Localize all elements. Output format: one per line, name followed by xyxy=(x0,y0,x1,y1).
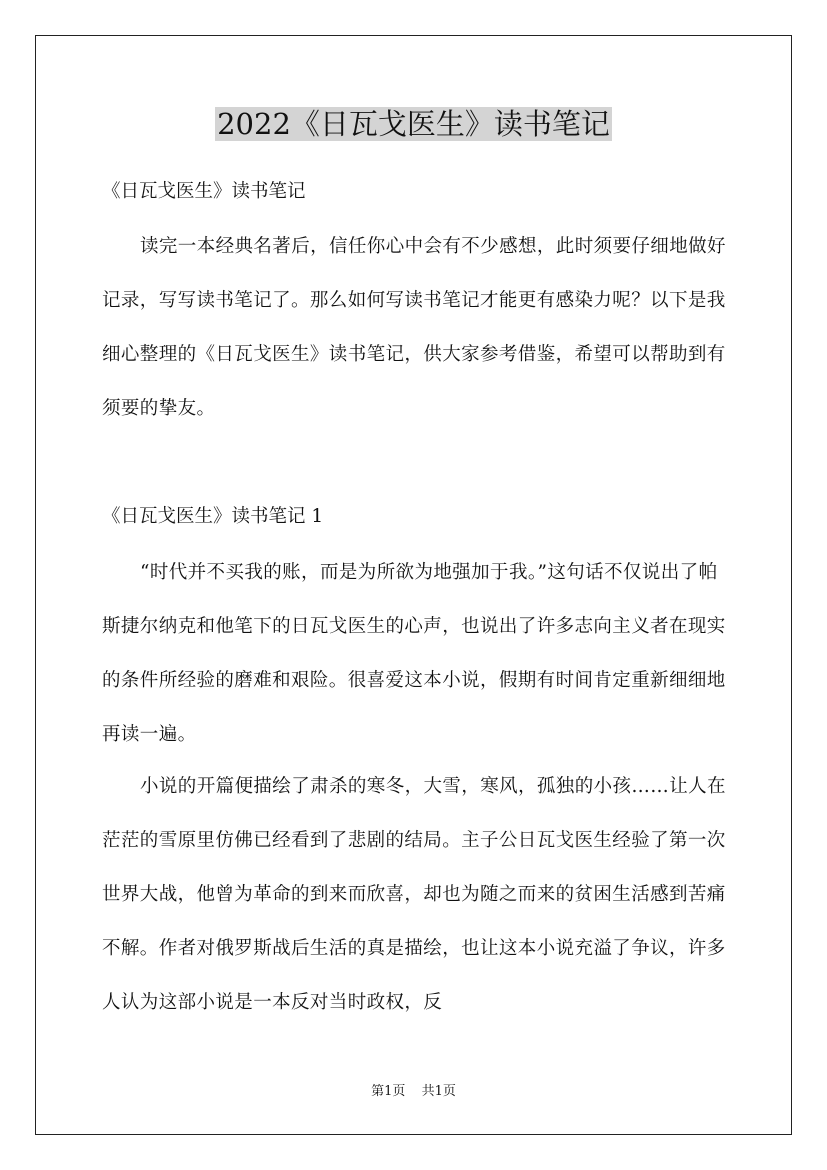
page-footer xyxy=(0,1082,827,1102)
page-total: 共1页 xyxy=(421,1084,456,1099)
body-paragraph-1: “时代并不买我的账，而是为所欲为地强加于我。”这句话不仅说出了帕斯捷尔纳克和他笔下的日瓦戈医生的心声，也说出了许多志向主义者在现实的条件所经验的磨难和艰险。很喜爱这本小说，假期有时间肯定重新细细地再读一遍。 xyxy=(102,562,726,745)
page-number: 第1页 xyxy=(371,1084,406,1099)
document-title xyxy=(0,100,827,148)
section-heading: 《日瓦戈医生》读书笔记 1 xyxy=(102,506,324,527)
document-subtitle: 《日瓦戈医生》读书笔记 xyxy=(102,181,306,202)
document-title-text: 2022《日瓦戈医生》读书笔记 xyxy=(217,107,610,141)
body-paragraph-2: 小说的开篇便描绘了肃杀的寒冬，大雪，寒风，孤独的小孩……让人在茫茫的雪原里仿佛已经看到了悲剧的结局。主子公日瓦戈医生经验了第一次世界大战，他曾为革命的到来而欣喜，却也为随之而来的贫困生活感到苦痛不解。作者对俄罗斯战后生活的真是描绘，也让这本小说充溢了争议，许多人认为这部小说是一本反对当时政权，反 xyxy=(102,776,726,1013)
intro-paragraph: 读完一本经典名著后，信任你心中会有不少感想，此时须要仔细地做好记录，写写读书笔记了。那么如何写读书笔记才能更有感染力呢？以下是我细心整理的《日瓦戈医生》读书笔记，供大家参考借鉴，希望可以帮助到有须要的挚友。 xyxy=(102,236,726,419)
